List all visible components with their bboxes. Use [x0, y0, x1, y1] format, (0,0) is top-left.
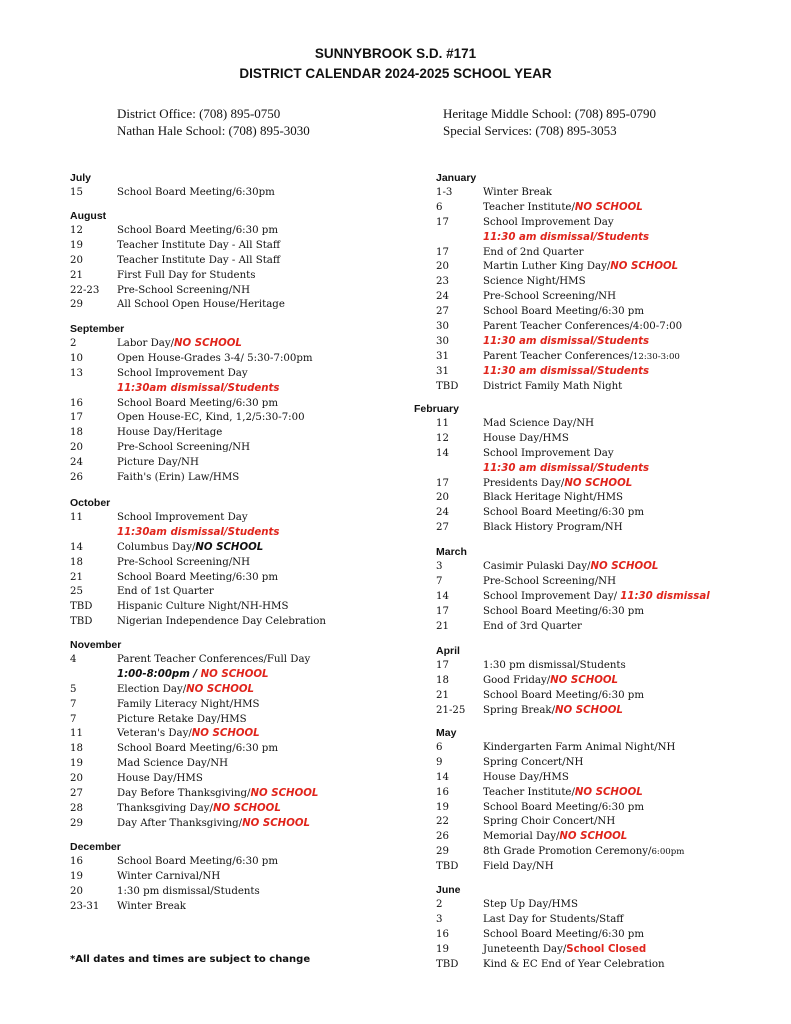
event-date: 19: [70, 239, 83, 251]
calendar-event-row: [70, 653, 400, 668]
calendar-event-row: [436, 335, 776, 350]
month-section: [70, 209, 400, 313]
event-description: Juneteenth Day/School Closed: [483, 943, 647, 955]
event-description: Columbus Day/NO SCHOOL: [117, 541, 264, 553]
special-services-phone: Special Services: (708) 895-3053: [443, 123, 617, 138]
month-section: [70, 171, 400, 201]
month-heading: September: [70, 323, 125, 335]
event-description: Winter Break: [483, 187, 552, 198]
event-date: TBD: [436, 380, 459, 392]
calendar-event-row: [436, 320, 776, 335]
event-description: Nigerian Independence Day Celebration: [117, 616, 326, 628]
event-date: 21: [70, 269, 83, 281]
month-heading: August: [70, 210, 107, 222]
month-section: [70, 496, 400, 630]
event-description: School Board Meeting/6:30 pm: [483, 507, 644, 519]
calendar-event-row: [436, 290, 776, 305]
calendar-event-row: [436, 432, 776, 447]
event-date: 17: [436, 216, 449, 228]
month-heading: June: [436, 884, 461, 896]
event-description: Mad Science Day/NH: [483, 418, 594, 429]
event-description: House Day/HMS: [483, 432, 569, 444]
event-date: 19: [70, 870, 83, 882]
calendar-event-row: [70, 556, 400, 571]
event-date: 16: [436, 786, 449, 798]
event-date: 26: [70, 472, 83, 484]
event-date: 7: [436, 575, 443, 587]
month-section: [436, 545, 776, 634]
event-description: Open House-Grades 3-4/ 5:30-7:00pm: [117, 352, 313, 364]
event-description: 11:30 am dismissal/Students: [483, 335, 650, 347]
event-date: 14: [436, 447, 449, 459]
month-heading: April: [436, 645, 460, 657]
calendar-event-row: [436, 786, 776, 801]
calendar-event-row: [436, 560, 776, 575]
event-date: 27: [70, 788, 83, 800]
event-description: School Board Meeting/6:30 pm: [117, 225, 278, 236]
event-date: 15: [70, 187, 83, 198]
calendar-event-row: [70, 526, 400, 541]
event-description: School Board Meeting/6:30 pm: [117, 743, 278, 755]
event-description: School Improvement Day: [483, 216, 614, 228]
event-description: Good Friday/NO SCHOOL: [483, 674, 619, 686]
event-description: 8th Grade Promotion Ceremony/6:00pm: [483, 846, 685, 858]
event-date: 28: [70, 802, 83, 814]
event-date: 31: [436, 365, 449, 377]
event-description: School Board Meeting/6:30pm: [117, 187, 275, 198]
calendar-event-row: [436, 506, 776, 521]
event-description: 11:30 am dismissal/Students: [483, 365, 650, 377]
event-description: Veteran's Day/NO SCHOOL: [117, 728, 260, 740]
event-date: 19: [436, 943, 449, 955]
calendar-event-row: [70, 337, 400, 352]
event-description: 11:30 am dismissal/Students: [483, 462, 650, 474]
month-heading: October: [70, 497, 111, 509]
event-description: Last Day for Students/Staff: [483, 913, 624, 925]
event-description: Parent Teacher Conferences/12:30-3:00: [483, 350, 680, 362]
event-description: 1:30 pm dismissal/Students: [483, 660, 626, 671]
event-description: School Improvement Day: [117, 512, 248, 523]
event-date: 18: [436, 674, 449, 686]
event-date: 6: [436, 201, 443, 213]
event-date: TBD: [70, 616, 93, 628]
event-description: School Improvement Day: [483, 447, 614, 459]
event-description: School Board Meeting/6:30 pm: [483, 928, 644, 940]
event-description: Kind & EC End of Year Celebration: [483, 958, 665, 970]
event-description: Picture Day/NH: [117, 457, 199, 469]
calendar-event-row: [436, 771, 776, 786]
event-description: Black Heritage Night/HMS: [483, 492, 624, 504]
event-description: Field Day/NH: [483, 861, 554, 873]
event-date: 20: [70, 773, 83, 785]
event-description: House Day/HMS: [117, 773, 203, 785]
calendar-event-row: [436, 477, 776, 492]
event-description: Parent Teacher Conferences/4:00-7:00: [483, 321, 683, 333]
event-date: 17: [70, 412, 83, 424]
calendar-event-row: [436, 704, 776, 719]
event-description: Teacher Institute/NO SCHOOL: [483, 201, 643, 213]
calendar-event-row: [436, 246, 776, 261]
event-description: Kindergarten Farm Animal Night/NH: [483, 742, 676, 753]
event-description: Labor Day/NO SCHOOL: [117, 338, 242, 349]
event-date: 14: [70, 541, 83, 553]
event-date: 20: [436, 492, 449, 504]
event-date: 16: [70, 856, 83, 867]
event-date: 30: [436, 321, 449, 333]
event-date: 31: [436, 350, 449, 362]
event-date: 27: [436, 522, 449, 534]
event-date: 7: [70, 713, 77, 725]
event-date: 23-31: [70, 900, 100, 912]
calendar-event-row: [70, 382, 400, 397]
calendar-event-row: [436, 620, 776, 635]
event-date: 16: [70, 397, 83, 409]
event-description: House Day/Heritage: [117, 427, 223, 439]
nathan-hale-phone: Nathan Hale School: (708) 895-3030: [117, 123, 310, 138]
calendar-event-row: [70, 802, 400, 817]
calendar-event-row: [436, 689, 776, 704]
calendar-title: DISTRICT CALENDAR 2024-2025 SCHOOL YEAR: [239, 66, 552, 81]
event-description: Teacher Institute Day - All Staff: [117, 239, 281, 251]
calendar-event-row: [70, 511, 400, 526]
event-date: 6: [436, 742, 443, 753]
event-description: School Board Meeting/6:30 pm: [483, 801, 644, 813]
event-date: 10: [70, 352, 83, 364]
calendar-event-row: [70, 817, 400, 832]
month-heading: November: [70, 639, 122, 651]
event-description: First Full Day for Students: [117, 269, 256, 281]
calendar-event-row: [436, 305, 776, 320]
event-description: 11:30am dismissal/Students: [117, 526, 280, 538]
event-description: School Board Meeting/6:30 pm: [483, 689, 644, 701]
month-section: [414, 402, 776, 536]
calendar-event-row: [436, 575, 776, 590]
calendar-event-row: [436, 845, 776, 860]
event-description: Step Up Day/HMS: [483, 899, 578, 910]
event-date: 24: [436, 507, 449, 519]
event-description: Thanksgiving Day/NO SCHOOL: [117, 802, 281, 814]
calendar-event-row: [70, 298, 400, 313]
event-description: Presidents Day/NO SCHOOL: [483, 477, 633, 489]
event-description: Martin Luther King Day/NO SCHOOL: [483, 261, 679, 273]
event-description: 1:30 pm dismissal/Students: [117, 885, 260, 897]
calendar-event-row: [436, 756, 776, 771]
event-date: 13: [70, 367, 83, 379]
event-description: Parent Teacher Conferences/Full Day: [117, 654, 311, 665]
event-date: 2: [436, 899, 443, 910]
event-date: 11: [436, 418, 449, 429]
event-description: 11:30 am dismissal/Students: [483, 231, 650, 243]
calendar-event-row: [436, 830, 776, 845]
event-date: 20: [70, 442, 83, 454]
event-date: 24: [436, 291, 449, 303]
event-description: Memorial Day/NO SCHOOL: [483, 831, 628, 843]
event-description: Pre-School Screening/NH: [117, 442, 250, 454]
event-description: 1:00-8:00pm / NO SCHOOL: [117, 668, 269, 680]
event-date: 29: [436, 846, 449, 858]
calendar-event-row: [70, 742, 400, 757]
event-date: 30: [436, 335, 449, 347]
event-description: Hispanic Culture Night/NH-HMS: [117, 601, 289, 613]
event-date: 21: [436, 620, 449, 632]
calendar-event-row: [70, 186, 400, 201]
calendar-event-row: [436, 674, 776, 689]
calendar-event-row: [436, 380, 776, 395]
calendar-event-row: [70, 426, 400, 441]
month-section: [436, 726, 776, 875]
calendar-event-row: [70, 615, 400, 630]
event-description: End of 1st Quarter: [117, 586, 214, 598]
month-heading: May: [436, 727, 457, 739]
district-office-phone: District Office: (708) 895-0750: [117, 106, 281, 121]
calendar-event-row: [70, 885, 400, 900]
calendar-event-row: [436, 521, 776, 536]
event-date: 11: [70, 512, 83, 523]
calendar-event-row: [436, 605, 776, 620]
event-description: Black History Program/NH: [483, 522, 623, 534]
event-description: School Board Meeting/6:30 pm: [117, 571, 278, 583]
event-description: Spring Concert/NH: [483, 756, 584, 768]
month-heading: March: [436, 546, 467, 558]
event-date: 22-23: [70, 284, 100, 296]
event-date: 14: [436, 771, 449, 783]
month-heading: July: [70, 172, 92, 184]
calendar-event-row: [70, 713, 400, 728]
calendar-event-row: [70, 870, 400, 885]
calendar-event-row: [436, 898, 776, 913]
calendar-event-row: [436, 913, 776, 928]
event-date: TBD: [436, 958, 459, 970]
month-section: [436, 171, 776, 394]
event-description: All School Open House/Heritage: [117, 299, 285, 311]
event-date: 18: [70, 743, 83, 755]
event-description: School Improvement Day/ 11:30 dismissal: [483, 590, 710, 602]
event-date: 16: [436, 928, 449, 940]
calendar-event-row: [436, 659, 776, 674]
calendar-event-row: [70, 757, 400, 772]
event-description: District Family Math Night: [483, 380, 623, 392]
calendar-event-row: [70, 411, 400, 426]
event-description: Casimir Pulaski Day/NO SCHOOL: [483, 561, 659, 572]
event-date: 18: [70, 556, 83, 568]
calendar-event-row: [70, 224, 400, 239]
event-description: Teacher Institute/NO SCHOOL: [483, 786, 643, 798]
event-date: 3: [436, 913, 443, 925]
calendar-event-row: [70, 585, 400, 600]
calendar-event-row: [70, 269, 400, 284]
calendar-event-row: [70, 239, 400, 254]
calendar-event-row: [436, 417, 776, 432]
calendar-event-row: [436, 350, 776, 365]
calendar-event-row: [70, 352, 400, 367]
event-date: 25: [70, 586, 83, 598]
event-date: 19: [70, 758, 83, 770]
event-date: 29: [70, 299, 83, 311]
calendar-event-row: [70, 254, 400, 269]
event-description: End of 2nd Quarter: [483, 246, 584, 258]
event-description: Winter Carnival/NH: [117, 870, 221, 882]
calendar-event-row: [436, 260, 776, 275]
month-section: [436, 883, 776, 972]
event-description: Family Literacy Night/HMS: [117, 698, 260, 710]
calendar-event-row: [436, 958, 776, 973]
month-heading: December: [70, 841, 121, 853]
calendar-event-row: [436, 491, 776, 506]
event-date: 27: [436, 306, 449, 318]
event-date: 21: [70, 571, 83, 583]
calendar-event-row: [436, 801, 776, 816]
event-date: 17: [436, 246, 449, 258]
calendar-event-row: [70, 600, 400, 615]
event-date: 21: [436, 689, 449, 701]
event-description: Pre-School Screening/NH: [483, 575, 616, 587]
event-date: 7: [70, 698, 77, 710]
event-date: 17: [436, 477, 449, 489]
calendar-event-row: [436, 943, 776, 958]
calendar-event-row: [70, 683, 400, 698]
event-date: TBD: [436, 861, 459, 873]
event-description: Mad Science Day/NH: [117, 758, 228, 770]
calendar-event-row: [436, 741, 776, 756]
event-date: 14: [436, 590, 449, 602]
event-date: 3: [436, 561, 443, 572]
calendar-event-row: [70, 397, 400, 412]
event-date: 4: [70, 654, 77, 665]
event-date: 20: [436, 261, 449, 273]
month-heading: January: [436, 172, 477, 184]
event-description: End of 3rd Quarter: [483, 620, 582, 632]
event-description: House Day/HMS: [483, 771, 569, 783]
calendar-event-row: [436, 447, 776, 462]
calendar-event-row: [70, 855, 400, 870]
event-date: 11: [70, 728, 83, 740]
event-date: 2: [70, 338, 77, 349]
event-date: 21-25: [436, 704, 466, 716]
month-heading: February: [414, 403, 459, 415]
calendar-event-row: [436, 216, 776, 231]
calendar-event-row: [436, 928, 776, 943]
event-date: 18: [70, 427, 83, 439]
month-section: [70, 840, 400, 915]
event-description: Pre-School Screening/NH: [483, 291, 616, 303]
event-date: 20: [70, 885, 83, 897]
event-description: School Improvement Day: [117, 367, 248, 379]
event-description: Pre-School Screening/NH: [117, 556, 250, 568]
event-date: 26: [436, 831, 449, 843]
event-description: Teacher Institute Day - All Staff: [117, 254, 281, 266]
event-description: Election Day/NO SCHOOL: [117, 683, 255, 695]
event-description: Spring Choir Concert/NH: [483, 816, 616, 828]
event-date: 24: [70, 457, 83, 469]
event-description: Day Before Thanksgiving/NO SCHOOL: [117, 788, 319, 800]
calendar-event-row: [70, 698, 400, 713]
event-date: 12: [436, 432, 449, 444]
event-date: 22: [436, 816, 449, 828]
event-description: Day After Thanksgiving/NO SCHOOL: [117, 817, 311, 829]
event-date: 5: [70, 683, 77, 695]
calendar-event-row: [436, 590, 776, 605]
calendar-event-row: [436, 201, 776, 216]
calendar-event-row: [70, 571, 400, 586]
event-description: Faith's (Erin) Law/HMS: [117, 472, 240, 484]
heritage-phone: Heritage Middle School: (708) 895-0790: [443, 106, 657, 121]
calendar-event-row: [436, 186, 776, 201]
calendar-event-row: [70, 900, 400, 915]
event-date: 20: [70, 254, 83, 266]
event-description: Pre-School Screening/NH: [117, 284, 250, 296]
event-description: Picture Retake Day/HMS: [117, 713, 247, 725]
calendar-event-row: [70, 772, 400, 787]
event-description: Spring Break/NO SCHOOL: [483, 704, 623, 716]
calendar-event-row: [70, 787, 400, 802]
event-description: School Board Meeting/6:30 pm: [117, 856, 278, 867]
event-date: 19: [436, 801, 449, 813]
event-description: Open House-EC, Kind, 1,2/5:30-7:00: [117, 412, 305, 424]
event-date: 12: [70, 225, 83, 236]
calendar-event-row: [436, 860, 776, 875]
event-description: Science Night/HMS: [483, 276, 586, 288]
calendar-event-row: [70, 456, 400, 471]
month-section: [436, 644, 776, 719]
event-description: Winter Break: [117, 900, 186, 912]
footnote: *All dates and times are subject to change: [70, 954, 311, 965]
district-title: SUNNYBROOK S.D. #171: [314, 46, 477, 61]
calendar-event-row: [70, 541, 400, 556]
calendar-event-row: [70, 727, 400, 742]
event-date: 1-3: [436, 187, 453, 198]
calendar-event-row: [70, 668, 400, 683]
calendar-event-row: [436, 815, 776, 830]
calendar-event-row: [436, 462, 776, 477]
month-section: [70, 638, 400, 832]
calendar-event-row: [70, 367, 400, 382]
calendar-event-row: [70, 471, 400, 486]
calendar-event-row: [436, 365, 776, 380]
calendar-event-row: [436, 275, 776, 290]
event-date: 17: [436, 660, 449, 671]
calendar-event-row: [436, 231, 776, 246]
calendar-event-row: [70, 441, 400, 456]
calendar-event-row: [70, 284, 400, 299]
event-description: 11:30am dismissal/Students: [117, 382, 280, 394]
event-date: 29: [70, 817, 83, 829]
month-section: [70, 322, 400, 486]
event-description: School Board Meeting/6:30 pm: [483, 306, 644, 318]
event-date: 23: [436, 276, 449, 288]
event-date: 9: [436, 756, 443, 768]
event-date: TBD: [70, 601, 93, 613]
event-date: 17: [436, 605, 449, 617]
event-description: School Board Meeting/6:30 pm: [483, 605, 644, 617]
event-description: School Board Meeting/6:30 pm: [117, 397, 278, 409]
